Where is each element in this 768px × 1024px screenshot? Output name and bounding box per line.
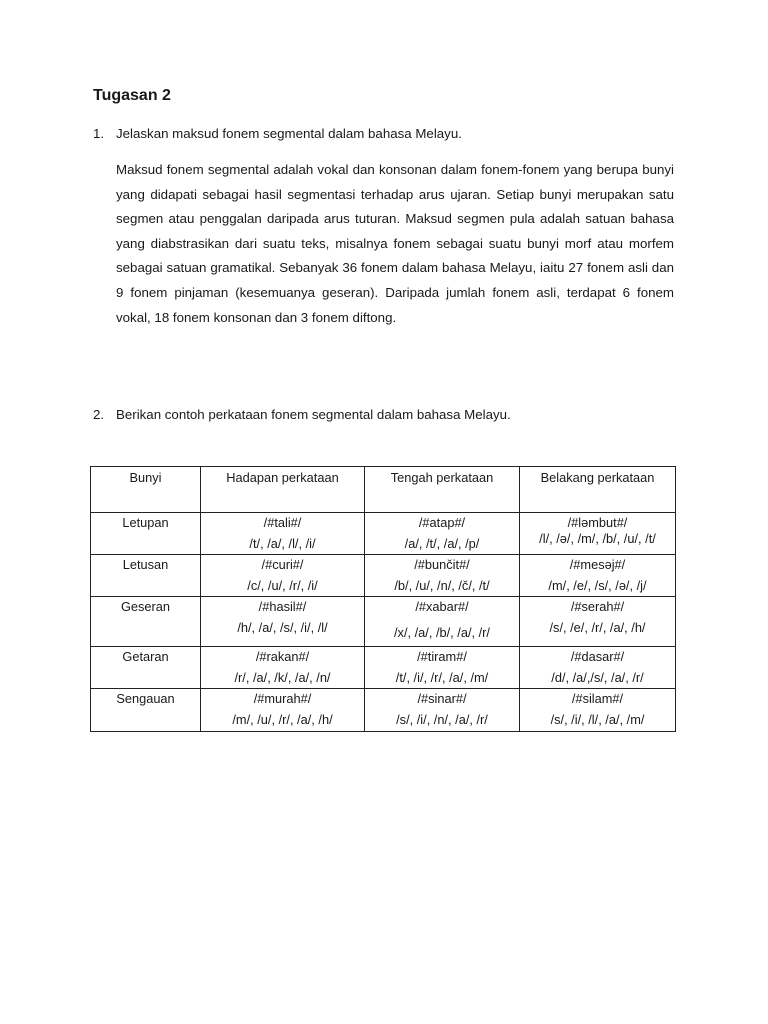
cell-word: /#dasar#/ <box>570 649 625 664</box>
table-cell <box>201 555 365 597</box>
question-1 <box>93 126 462 141</box>
cell-phonemes: /s/, /i/, /l/, /a/, /m/ <box>550 712 645 727</box>
cell-phonemes: /t/, /i/, /r/, /a/, /m/ <box>395 670 489 685</box>
cell-word: /#serah#/ <box>570 599 625 614</box>
table-cell <box>520 647 676 689</box>
cell-phonemes: /d/, /a/,/s/, /a/, /r/ <box>551 670 644 685</box>
header-hadapan: Hadapan perkataan <box>201 467 365 513</box>
cell-word: /#xabar#/ <box>415 599 469 614</box>
row-label <box>91 513 201 555</box>
table-cell <box>520 689 676 732</box>
cell-phonemes: /c/, /u/, /r/, /i/ <box>247 578 318 593</box>
cell-phonemes: /s/, /i/, /n/, /a/, /r/ <box>396 712 488 727</box>
cell-word: /#silam#/ <box>571 691 624 706</box>
row-label-text: Sengauan <box>116 691 175 706</box>
table-cell <box>520 555 676 597</box>
cell-word: /#ləmbut#/ <box>567 515 628 530</box>
question-1-text: Jelaskan maksud fonem segmental dalam bahasa Melayu. <box>116 126 462 141</box>
cell-phonemes: /t/, /a/, /l/, /i/ <box>249 536 316 551</box>
table-cell <box>365 597 520 647</box>
question-2-text: Berikan contoh perkataan fonem segmental dalam bahasa Melayu. <box>116 407 511 422</box>
cell-word: /#hasil#/ <box>258 599 307 614</box>
row-label <box>91 555 201 597</box>
cell-phonemes: /x/, /a/, /b/, /a/, /r/ <box>393 625 490 640</box>
question-1-answer: Maksud fonem segmental adalah vokal dan konsonan dalam fonem-fonem yang berupa bunyi yang didapati sebagai hasil segmentasi terhadap arus ujaran. Setiap bunyi merupakan satu segmen atau penggalan daripada arus tuturan. Maksud segmen pula adalah satuan bahasa yang diabstrasikan dari suatu teks, misalnya fonem sebagai suatu bunyi morf atau morfem sebagai satuan gramatikal. Sebanyak 36 fonem dalam bahasa Melayu, iaitu 27 fonem asli dan 9 fonem pinjaman (kesemuanya geseran). Daripada jumlah fonem asli, terdapat 6 fonem vokal, 18 fonem konsonan dan 3 fonem diftong. <box>116 162 674 325</box>
question-2 <box>93 407 511 422</box>
table-cell <box>365 689 520 732</box>
cell-phonemes: /r/, /a/, /k/, /a/, /n/ <box>234 670 331 685</box>
question-1-number: 1. <box>93 126 105 141</box>
cell-word: /#tali#/ <box>263 515 302 530</box>
row-label <box>91 647 201 689</box>
cell-phonemes: /m/, /e/, /s/, /ə/, /j/ <box>548 578 647 593</box>
document-title: Tugasan 2 <box>93 87 171 104</box>
cell-phonemes: /a/, /t/, /a/, /p/ <box>404 536 480 551</box>
table-cell <box>520 513 676 555</box>
cell-word: /#rakan#/ <box>255 649 310 664</box>
table-row <box>91 597 676 647</box>
cell-phonemes: /m/, /u/, /r/, /a/, /h/ <box>232 712 333 727</box>
question-2-number: 2. <box>93 407 105 422</box>
cell-word: /#curi#/ <box>261 557 304 572</box>
phoneme-table <box>90 466 676 732</box>
table-cell <box>201 513 365 555</box>
cell-word: /#murah#/ <box>253 691 312 706</box>
cell-phonemes: /b/, /u/, /n/, /č/, /t/ <box>394 578 490 593</box>
table-header-row <box>91 467 676 513</box>
table-cell <box>201 647 365 689</box>
cell-word: /#bunčit#/ <box>414 557 470 572</box>
table-cell <box>201 597 365 647</box>
header-belakang: Belakang perkataan <box>520 467 676 513</box>
row-label-text: Letupan <box>122 515 169 530</box>
row-label-text: Geseran <box>120 599 171 614</box>
cell-phonemes: /h/, /a/, /s/, /i/, /l/ <box>237 620 328 635</box>
table-cell <box>365 555 520 597</box>
row-label <box>91 689 201 732</box>
table-row <box>91 513 676 555</box>
table-cell <box>520 597 676 647</box>
table-cell <box>365 647 520 689</box>
table-row <box>91 647 676 689</box>
row-label-text: Getaran <box>122 649 169 664</box>
row-label <box>91 597 201 647</box>
header-bunyi: Bunyi <box>91 467 201 513</box>
header-tengah: Tengah perkataan <box>365 467 520 513</box>
cell-word: /#sinar#/ <box>417 691 467 706</box>
table-cell <box>201 689 365 732</box>
cell-phonemes: /s/, /e/, /r/, /a/, /h/ <box>549 620 646 635</box>
table-cell <box>365 513 520 555</box>
table-row <box>91 689 676 732</box>
cell-word: /#mesəj#/ <box>569 557 626 572</box>
cell-word: /#tiram#/ <box>417 649 467 664</box>
row-label-text: Letusan <box>122 557 169 572</box>
cell-phonemes: /l/, /ə/, /m/, /b/, /u/, /t/ <box>539 531 656 546</box>
table-row <box>91 555 676 597</box>
cell-word: /#atap#/ <box>418 515 466 530</box>
